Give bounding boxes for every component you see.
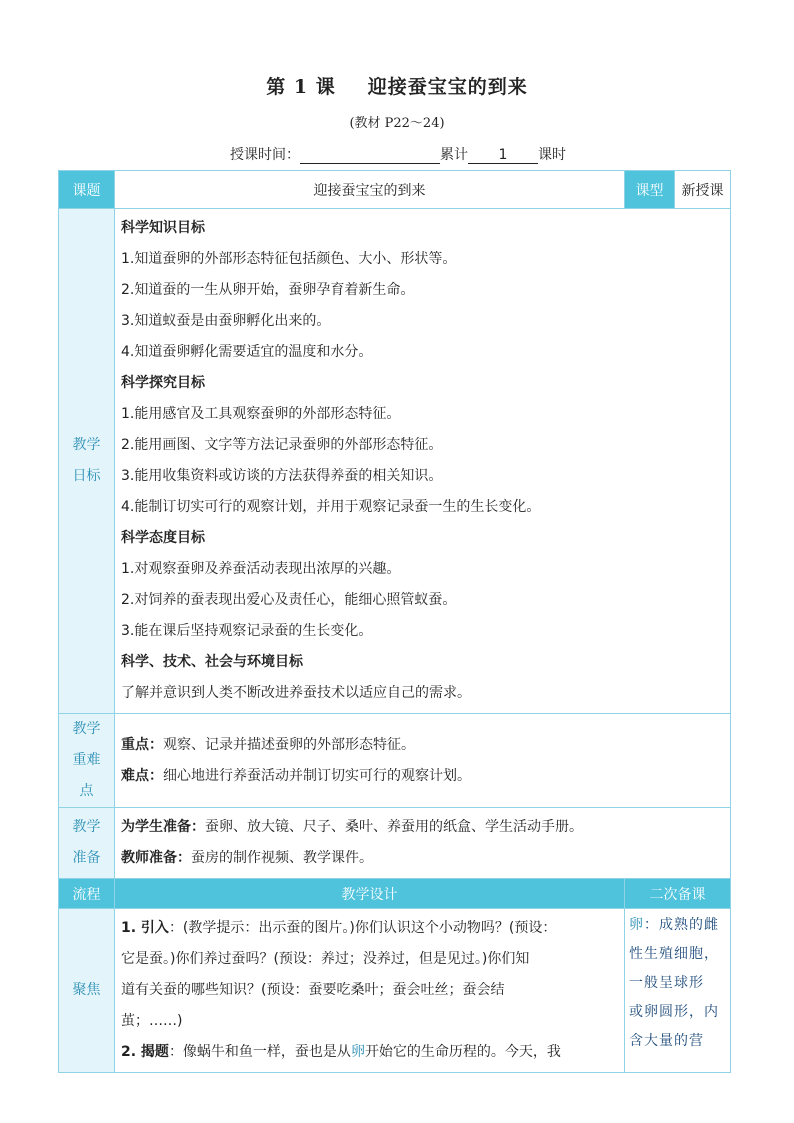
step2-label: 2. 揭题 (121, 1044, 169, 1060)
student-prep-line (121, 812, 724, 843)
inquiry-heading: 科学探究目标 (121, 375, 205, 391)
inquiry-item: 1.能用感官及工具观察蚕卵的外部形态特征。 (121, 406, 401, 422)
topic-value: 迎接蚕宝宝的到来 (115, 171, 625, 209)
step2-text-cont: 开始它的生命历程的。今天，我 (364, 1044, 561, 1060)
egg-keyword: 卵 (350, 1044, 365, 1060)
knowledge-item: 1.知道蚕卵的外部形态特征包括颜色、大小、形状等。 (121, 251, 457, 267)
unit-label: 课时 (538, 147, 566, 163)
note-line (629, 911, 726, 940)
teacher-prep-text: 蚕房的制作视频、教学课件。 (191, 850, 373, 866)
inquiry-item: 2.能用画图、文字等方法记录蚕卵的外部形态特征。 (121, 437, 443, 453)
note-text: ：成熟的雌 (644, 917, 719, 933)
step1-label: 1. 引入 (121, 920, 169, 936)
goals-label-text: 教学日标 (72, 437, 101, 484)
step1-line: 它是蚕。)你们养过蚕吗？(预设：养过；没养过，但是见过。)你们知 (121, 951, 530, 967)
difficulty-line (121, 761, 724, 792)
inquiry-item: 3.能用收集资料或访谈的方法获得养蚕的相关知识。 (121, 468, 443, 484)
attitude-heading: 科学态度目标 (121, 530, 205, 546)
note-line: 或卵圆形，内 (629, 1004, 719, 1020)
prep-label-text: 教学准备 (72, 819, 101, 866)
class-time-line (230, 144, 566, 164)
time-blank (300, 149, 440, 164)
knowledge-item: 2.知道蚕的一生从卵开始，蚕卵孕育着新生命。 (121, 282, 415, 298)
cumulative-value: 1 (468, 147, 538, 164)
difficulty-label: 难点： (121, 767, 163, 784)
note-line: 性生殖细胞， (629, 946, 719, 962)
lesson-plan-table (58, 170, 731, 1073)
goals-row (59, 209, 731, 714)
key-point-text: 观察、记录并描述蚕卵的外部形态特征。 (163, 736, 415, 753)
knowledge-item: 3.知道蚁蚕是由蚕卵孵化出来的。 (121, 313, 331, 329)
key-point-line (121, 730, 724, 761)
process-label: 流程 (59, 879, 115, 909)
step1-text: ：(教学提示：出示蚕的图片。)你们认识这个小动物吗？(预设： (168, 920, 557, 936)
key-point-label: 重点： (121, 736, 163, 753)
topic-row (59, 171, 731, 209)
goals-content (115, 209, 731, 714)
knowledge-heading: 科学知识目标 (121, 220, 205, 236)
step1-line: 茧；……) (121, 1013, 183, 1029)
attitude-item: 1.对观察蚕卵及养蚕活动表现出浓厚的兴趣。 (121, 561, 401, 577)
lesson-title (0, 72, 794, 99)
type-value: 新授课 (675, 171, 731, 209)
lesson-number: 第 1 课 (266, 76, 336, 98)
textbook-pages: (教材 P22～24) (349, 116, 445, 131)
key-points-content (115, 714, 731, 808)
teacher-prep-line (121, 843, 724, 874)
knowledge-item: 4.知道蚕卵孵化需要适宜的温度和水分。 (121, 344, 373, 360)
note-keyword: 卵 (629, 917, 644, 933)
student-prep-text: 蚕卵、放大镜、尺子、桑叶、养蚕用的纸盒、学生活动手册。 (205, 819, 583, 835)
student-prep-label: 为学生准备： (121, 819, 205, 835)
topic-label: 课题 (59, 171, 115, 209)
design-label: 教学设计 (115, 879, 625, 909)
type-label: 课型 (625, 171, 675, 209)
focus-row (59, 909, 731, 1073)
preparation-row (59, 808, 731, 879)
step1-line: 道有关蚕的哪些知识？(预设：蚕要吃桑叶；蚕会吐丝；蚕会结 (121, 982, 505, 998)
difficulty-text: 细心地进行养蚕活动并制订切实可行的观察计划。 (163, 767, 471, 784)
attitude-item: 3.能在课后坚持观察记录蚕的生长变化。 (121, 623, 373, 639)
step1-line (121, 913, 618, 944)
key-label (59, 714, 115, 808)
preparation-content (115, 808, 731, 879)
attitude-item: 2.对饲养的蚕表现出爱心及责任心，能细心照管蚁蚕。 (121, 592, 457, 608)
key-points-row (59, 714, 731, 808)
goals-label (59, 209, 115, 714)
sts-heading: 科学、技术、社会与环境目标 (121, 654, 303, 670)
step2-line (121, 1037, 618, 1068)
lesson-name: 迎接蚕宝宝的到来 (367, 76, 528, 98)
focus-label: 聚焦 (59, 909, 115, 1073)
note-line: 含大量的营 (629, 1033, 704, 1049)
time-label: 授课时间： (230, 147, 300, 163)
note-line: 一般呈球形 (629, 975, 704, 991)
second-prep-note (625, 909, 731, 1073)
cumulative-label: 累计 (440, 147, 468, 163)
prep-label (59, 808, 115, 879)
teacher-prep-label: 教师准备： (121, 850, 191, 866)
second-prep-label: 二次备课 (625, 879, 731, 909)
process-header-row (59, 879, 731, 909)
sts-item: 了解并意识到人类不断改进养蚕技术以适应自己的需求。 (121, 685, 471, 701)
design-content (115, 909, 625, 1073)
step2-text: ：像蜗牛和鱼一样，蚕也是从 (168, 1044, 351, 1060)
key-label-text: 教学重难点 (72, 721, 101, 799)
inquiry-item: 4.能制订切实可行的观察计划，并用于观察记录蚕一生的生长变化。 (121, 499, 541, 515)
